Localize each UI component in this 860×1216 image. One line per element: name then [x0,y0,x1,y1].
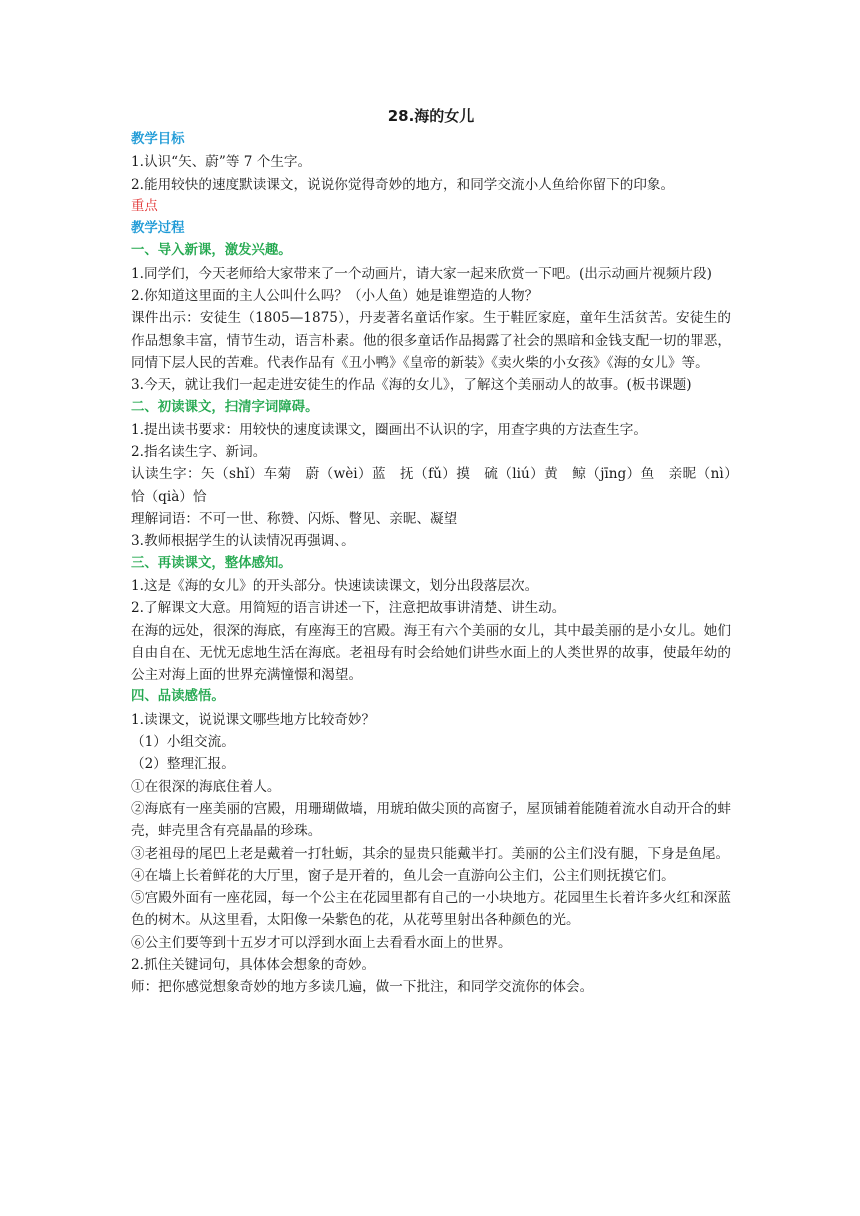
section-2-paragraph-3: 3.教师根据学生的认读情况再强调、。 [131,533,355,550]
section-2-vocabulary: 理解词语：不可一世、称赞、闪烁、瞥见、亲昵、凝望 [131,511,458,528]
section-1-paragraph-4: 3.今天，就让我们一起走进安徒生的作品《海的女儿》，了解这个美丽动人的故事。(板书课题) [131,377,692,394]
section-4-point-6: ⑥公主们要等到十五岁才可以浮到水面上去看看水面上的世界。 [131,934,512,951]
teaching-goals-heading: 教学目标 [131,132,185,147]
section-4-point-2: ②海底有一座美丽的宫殿，用珊瑚做墙，用琥珀做尖顶的高窗子，屋顶铺着能随着流水自动开合的蚌壳，蚌壳里含有亮晶晶的珍珠。 [131,800,731,840]
section-1-paragraph-2: 2.你知道这里面的主人公叫什么吗？（小人鱼）她是谁塑造的人物？ [131,288,539,305]
section-2-heading: 二、初读课文，扫清字词障碍。 [131,399,319,415]
section-4-paragraph-4: 2.抓住关键词句，具体体会想象的奇妙。 [131,956,376,973]
section-4-paragraph-2: （1）小组交流。 [131,734,235,751]
key-point-label: 重点 [131,198,158,214]
document-title: 28.海的女儿 [387,107,475,125]
section-4-point-4: ④在墙上长着鲜花的大厅里，窗子是开着的，鱼儿会一直游向公主们，公主们则抚摸它们。 [131,867,675,884]
section-1-heading: 一、导入新课，激发兴趣。 [131,243,292,259]
goal-item-2: 2.能用较快的速度默读课文，说说你觉得奇妙的地方，和同学交流小人鱼给你留下的印象。 [131,176,675,193]
section-4-point-1: ①在很深的海底住着人。 [131,778,281,795]
section-3-summary: 在海的远处，很深的海底，有座海王的宫殿。海王有六个美丽的女儿，其中最美丽的是小女儿。她们自由自在、无忧无虑地生活在海底。老祖母有时会给她们讲些水面上的人类世界的故事，使最年幼的公主对海上面的世界充满憧憬和渴望。 [131,622,731,684]
section-3-heading: 三、再读课文，整体感知。 [131,555,292,571]
section-4-paragraph-5: 师：把你感觉想象奇妙的地方多读几遍，做一下批注，和同学交流你的体会。 [131,979,594,996]
section-3-paragraph-1: 1.这是《海的女儿》的开头部分。快速读读课文，划分出段落层次。 [131,577,539,594]
goal-item-1: 1.认识“矢、蔚”等 7 个生字。 [131,154,312,171]
section-4-paragraph-3: （2）整理汇报。 [131,756,235,773]
section-4-paragraph-1: 1.读课文，说说课文哪些地方比较奇妙？ [131,711,376,728]
section-4-heading: 四、品读感悟。 [131,689,225,705]
section-1-paragraph-3: 课件出示：安徒生（1805—1875），丹麦著名童话作家。生于鞋匠家庭，童年生活贫苦。安徒生的作品想象丰富，情节生动，语言朴素。他的很多童话作品揭露了社会的黑暗和金钱支配一切的罪恶，同情下层人民的苦难。代表作品有《丑小鸭》《皇帝的新装》《卖火柴的小女孩》《海的女儿》等。 [131,310,731,371]
section-2-paragraph-1: 1.提出读书要求：用较快的速度读课文，圈画出不认识的字，用查字典的方法查生字。 [131,421,647,438]
section-2-paragraph-2: 2.指名读生字、新词。 [131,444,267,461]
section-4-point-5: ⑤宫殿外面有一座花园，每一个公主在花园里都有自己的一小块地方。花园里生长着许多火红和深蓝色的树木。从这里看，太阳像一朵紫色的花，从花萼里射出各种颜色的光。 [131,890,731,929]
section-1-paragraph-1: 1.同学们，今天老师给大家带来了一个动画片，请大家一起来欣赏一下吧。(出示动画片视频片段) [131,265,712,282]
section-2-new-characters: 认读生字：矢（shǐ）车菊 蔚（wèi）蓝 抚（fǔ）摸 硫（liú）黄 鲸（jīng）鱼 亲昵（nì） 恰（qià）恰 [131,466,745,505]
document-page [131,105,745,999]
teaching-process-heading: 教学过程 [131,221,185,237]
section-4-point-3: ③老祖母的尾巴上老是戴着一打牡蛎，其余的显贵只能戴半打。美丽的公主们没有腿，下身是鱼尾。 [131,845,730,862]
section-3-paragraph-2: 2.了解课文大意。用简短的语言讲述一下，注意把故事讲清楚、讲生动。 [131,600,566,617]
